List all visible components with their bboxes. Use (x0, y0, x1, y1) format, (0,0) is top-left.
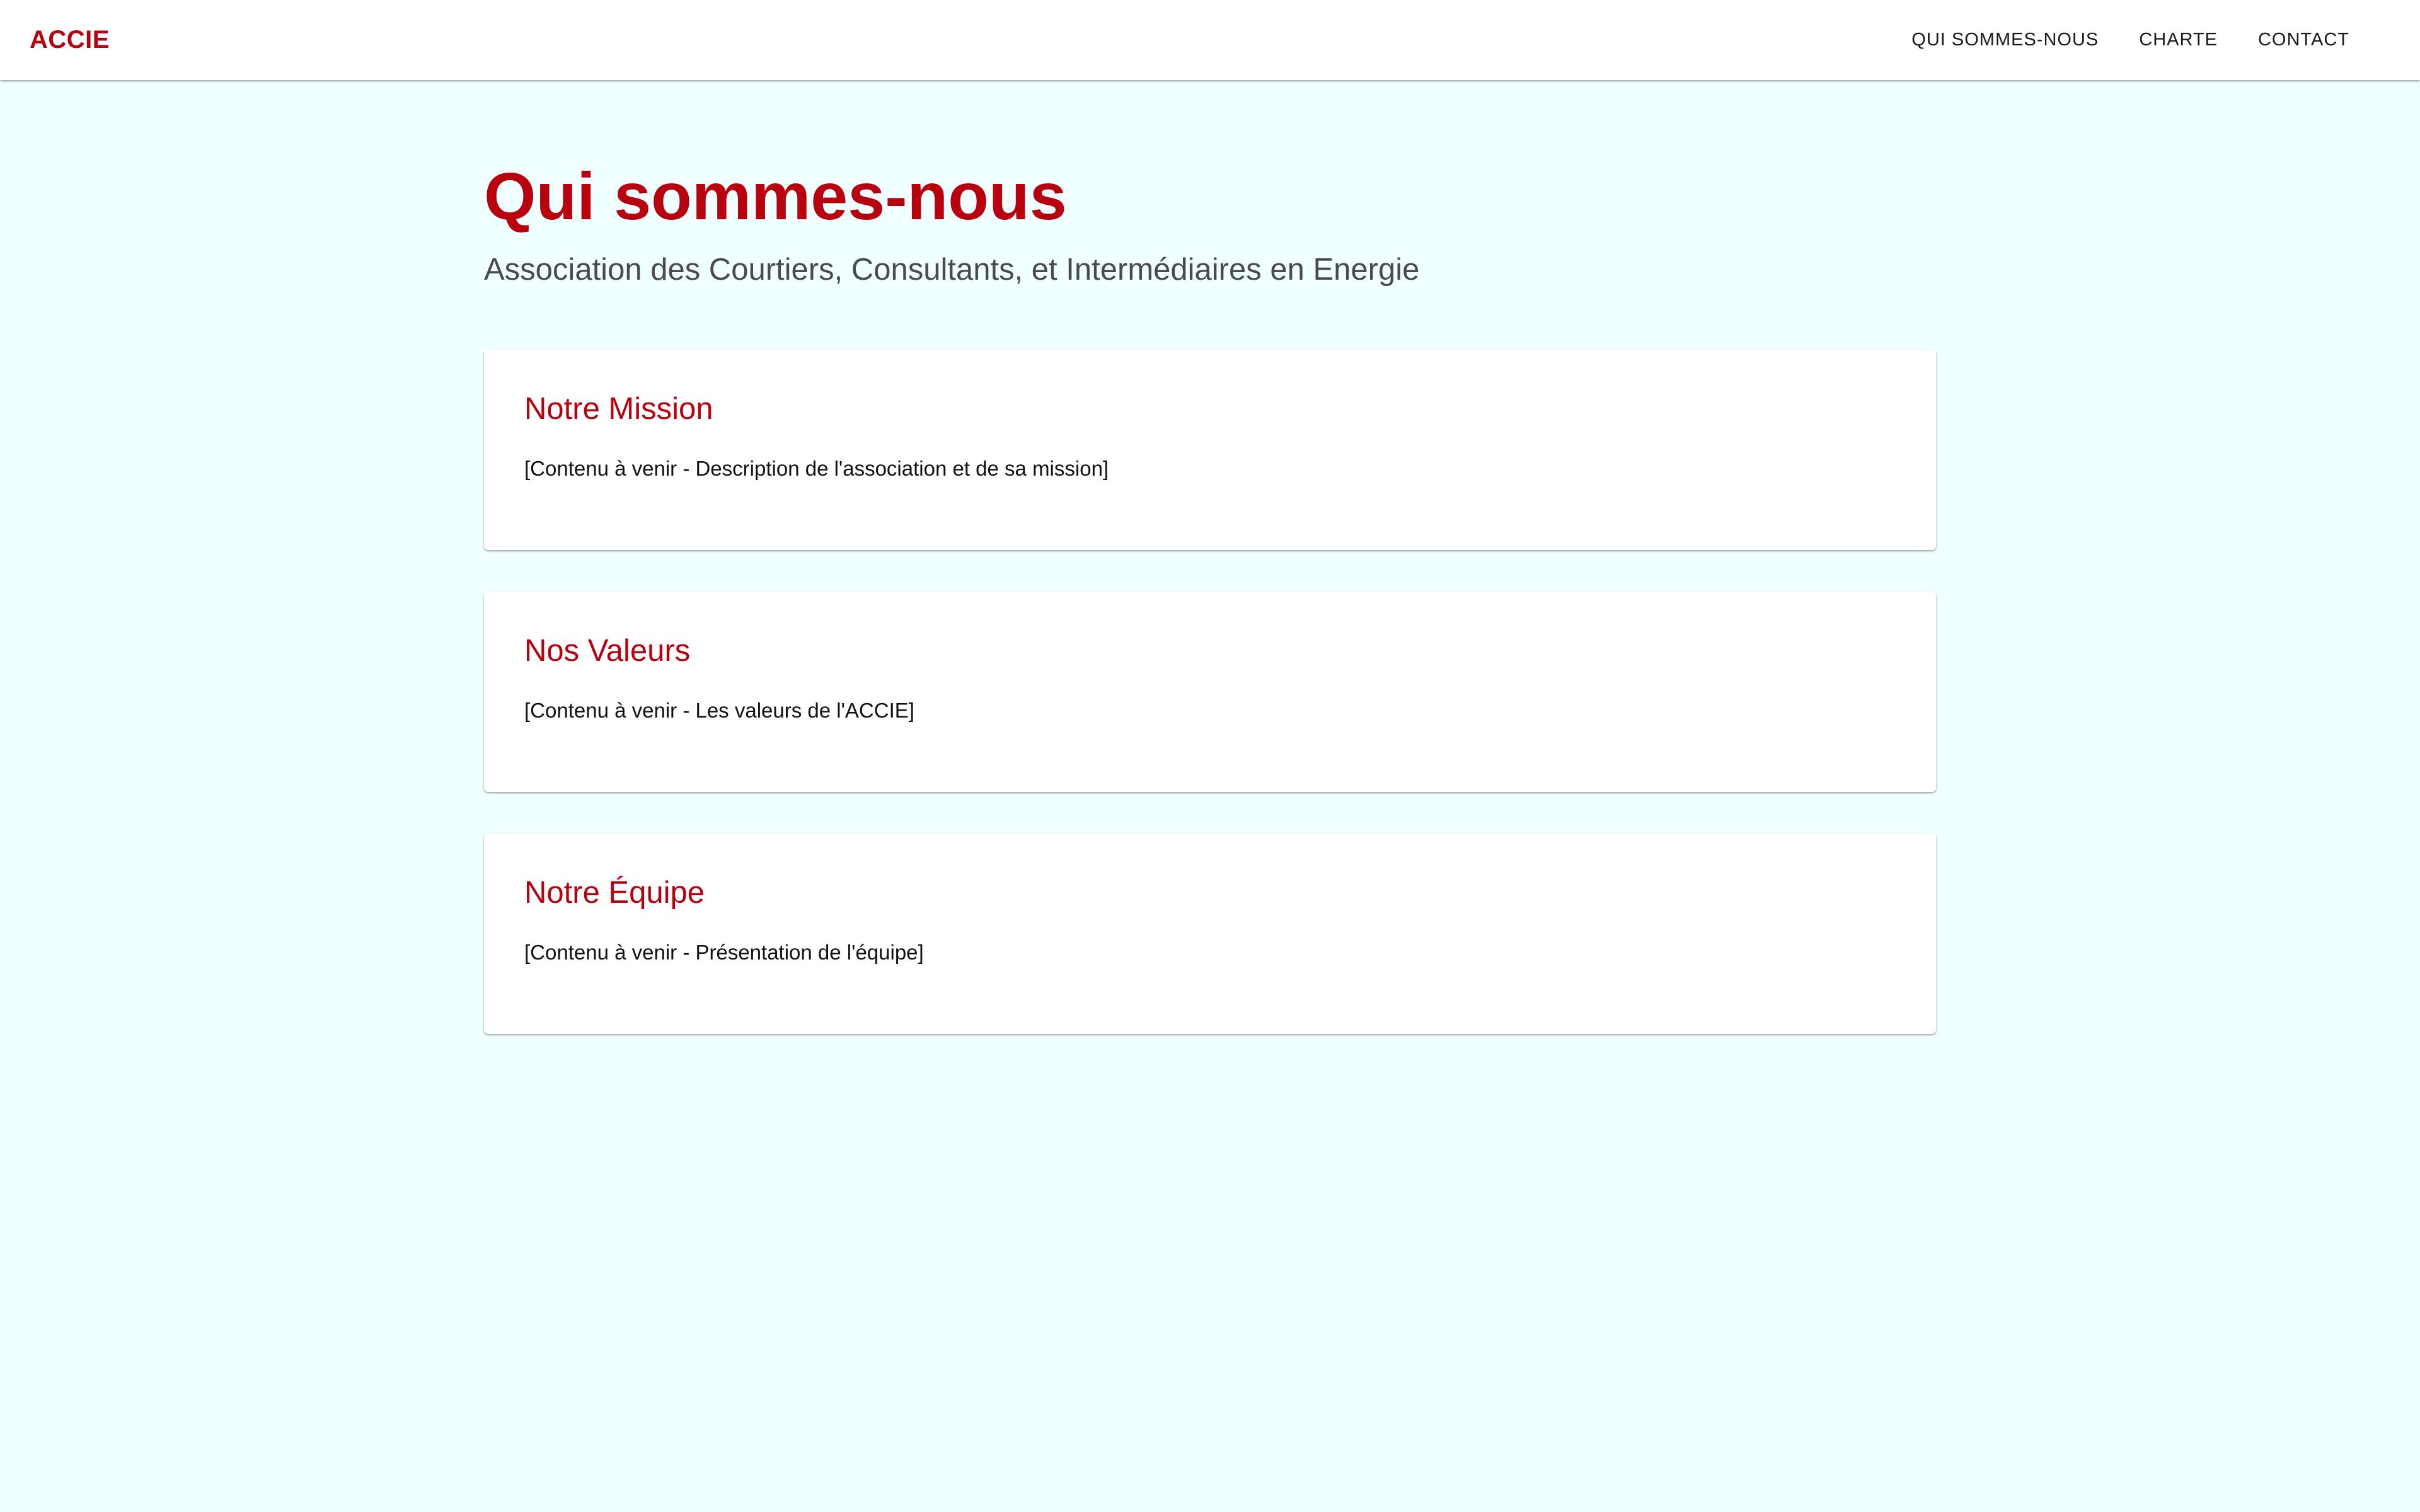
page-subtitle: Association des Courtiers, Consultants, et Intermédiaires en Energie (484, 253, 1420, 287)
main-nav (1891, 21, 2370, 59)
card-title: Nos Valeurs (524, 634, 691, 668)
page-title: Qui sommes-nous (484, 159, 1067, 234)
card-title: Notre Mission (524, 392, 713, 426)
cards-list (484, 350, 1936, 1034)
brand-logo-link[interactable]: ACCIE (30, 26, 110, 54)
card-valeurs (484, 592, 1936, 792)
nav-item-charte[interactable]: CHARTE (2139, 30, 2218, 50)
main-content (484, 80, 1936, 1075)
card-text: [Contenu à venir - Les valeurs de l'ACCIE] (524, 699, 914, 722)
top-app-bar (0, 0, 2420, 80)
card-text: [Contenu à venir - Description de l'association et de sa mission] (524, 457, 1109, 480)
card-text: [Contenu à venir - Présentation de l'équipe] (524, 941, 924, 964)
card-mission (484, 350, 1936, 550)
nav-item-contact[interactable]: CONTACT (2257, 30, 2349, 50)
card-title: Notre Équipe (524, 876, 705, 910)
nav-item-qui-sommes-nous[interactable]: QUI SOMMES-NOUS (1911, 30, 2099, 50)
card-equipe (484, 833, 1936, 1034)
